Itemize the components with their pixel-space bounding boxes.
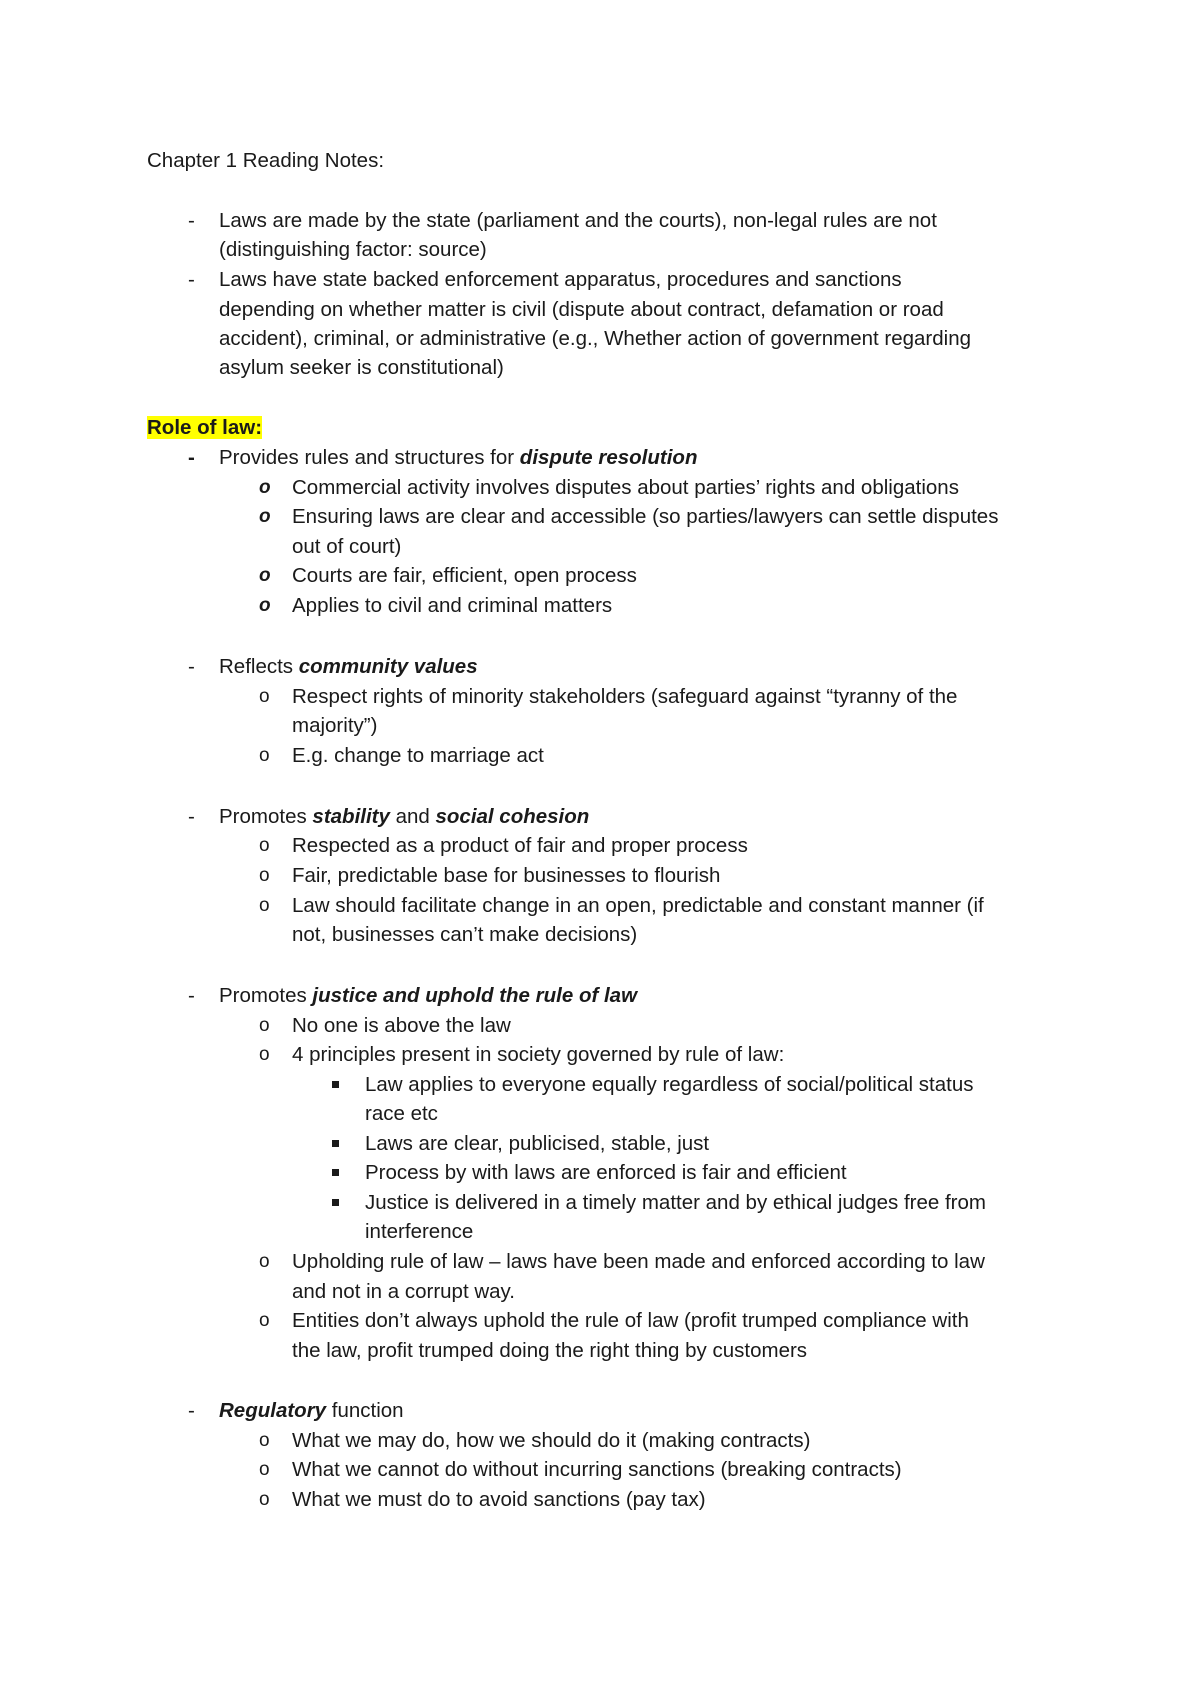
- circle-bullet: o: [259, 895, 270, 916]
- sub-line: Commercial activity involves disputes about parties’ rights and obligations: [292, 476, 959, 499]
- circle-bullet: o: [259, 865, 270, 886]
- dash-bullet: -: [188, 984, 195, 1007]
- sub-line: Respect rights of minority stakeholders (safeguard against “tyranny of the: [292, 685, 958, 708]
- circle-bullet: o: [259, 1489, 270, 1510]
- bullet-text: function: [326, 1399, 404, 1422]
- sub-line: Upholding rule of law – laws have been made and enforced according to law: [292, 1250, 985, 1273]
- circle-bullet: o: [259, 1044, 270, 1065]
- dash-bullet: -: [188, 805, 195, 828]
- circle-bullet: o: [259, 1251, 270, 1272]
- square-bullet: [332, 1140, 339, 1147]
- sub-line: Applies to civil and criminal matters: [292, 594, 613, 617]
- sub-line: Law should facilitate change in an open, predictable and constant manner (if: [292, 894, 984, 917]
- emphasis-text: social cohesion: [435, 805, 590, 828]
- section-heading: [147, 416, 262, 440]
- sub-line: and not in a corrupt way.: [292, 1280, 515, 1303]
- sub-line: Ensuring laws are clear and accessible (so parties/lawyers can settle disputes: [292, 505, 999, 528]
- sub-line: out of court): [292, 535, 402, 558]
- sub-line: Fair, predictable base for businesses to flourish: [292, 864, 721, 887]
- emphasis-text: community values: [298, 655, 478, 678]
- circle-bullet: o: [259, 1310, 270, 1331]
- dash-bullet: -: [188, 1399, 195, 1422]
- sub-line: not, businesses can’t make decisions): [292, 923, 638, 946]
- highlighted-heading: Role of law:: [147, 416, 263, 439]
- principle-line: Justice is delivered in a timely matter and by ethical judges free from: [365, 1191, 986, 1214]
- square-bullet: [332, 1081, 339, 1088]
- intro-line: depending on whether matter is civil (dispute about contract, defamation or road: [219, 298, 944, 321]
- sub-line: What we may do, how we should do it (making contracts): [292, 1429, 811, 1452]
- sub-line: What we must do to avoid sanctions (pay tax): [292, 1488, 706, 1511]
- emphasis-text: dispute resolution: [519, 446, 698, 469]
- circle-bullet: o: [259, 595, 271, 616]
- sub-line: Courts are fair, efficient, open process: [292, 564, 637, 587]
- dash-bullet: -: [188, 655, 195, 678]
- sub-line: Respected as a product of fair and proper process: [292, 834, 748, 857]
- intro-line: Laws are made by the state (parliament and the courts), non-legal rules are not: [219, 209, 937, 232]
- bullet-line: [219, 984, 637, 1008]
- bullet-text: Reflects: [219, 655, 299, 678]
- circle-bullet: o: [259, 477, 271, 498]
- intro-line: asylum seeker is constitutional): [219, 356, 504, 379]
- circle-bullet: o: [259, 745, 270, 766]
- circle-bullet: o: [259, 1015, 270, 1036]
- sub-line: the law, profit trumped doing the right thing by customers: [292, 1339, 808, 1362]
- sub-line: majority”): [292, 714, 378, 737]
- sub-line: E.g. change to marriage act: [292, 744, 544, 767]
- circle-bullet: o: [259, 1430, 270, 1451]
- principle-line: Laws are clear, publicised, stable, just: [365, 1132, 710, 1155]
- bullet-text: Promotes: [219, 984, 313, 1007]
- principle-line: interference: [365, 1220, 474, 1243]
- bullet-line: [219, 446, 697, 470]
- bullet-text: and: [389, 805, 436, 828]
- dash-bullet: -: [188, 209, 195, 232]
- square-bullet: [332, 1199, 339, 1206]
- circle-bullet: o: [259, 686, 270, 707]
- dash-bullet: -: [188, 268, 195, 291]
- bullet-text: Provides rules and structures for: [219, 446, 520, 469]
- principle-line: Process by with laws are enforced is fair and efficient: [365, 1161, 847, 1184]
- emphasis-text: justice and uphold the rule of law: [312, 984, 638, 1007]
- bullet-line: [219, 655, 478, 679]
- bullet-text: Promotes: [219, 805, 313, 828]
- page-title: Chapter 1 Reading Notes:: [147, 149, 385, 172]
- circle-bullet: o: [259, 835, 270, 856]
- square-bullet: [332, 1169, 339, 1176]
- circle-bullet: o: [259, 506, 271, 527]
- principle-line: race etc: [365, 1102, 438, 1125]
- dash-bullet: -: [188, 446, 195, 469]
- bullet-line: [219, 805, 589, 829]
- emphasis-text: Regulatory: [219, 1399, 327, 1422]
- circle-bullet: o: [259, 1459, 270, 1480]
- circle-bullet: o: [259, 565, 271, 586]
- principle-line: Law applies to everyone equally regardless of social/political status: [365, 1073, 974, 1096]
- intro-line: (distinguishing factor: source): [219, 238, 487, 261]
- sub-line: No one is above the law: [292, 1014, 511, 1037]
- sub-line: What we cannot do without incurring sanctions (breaking contracts): [292, 1458, 902, 1481]
- intro-line: accident), criminal, or administrative (e.g., Whether action of government regarding: [219, 327, 972, 350]
- sub-line: 4 principles present in society governed by rule of law:: [292, 1043, 785, 1066]
- sub-line: Entities don’t always uphold the rule of law (profit trumped compliance with: [292, 1309, 969, 1332]
- emphasis-text: stability: [312, 805, 390, 828]
- intro-line: Laws have state backed enforcement apparatus, procedures and sanctions: [219, 268, 902, 291]
- bullet-line: [219, 1399, 404, 1423]
